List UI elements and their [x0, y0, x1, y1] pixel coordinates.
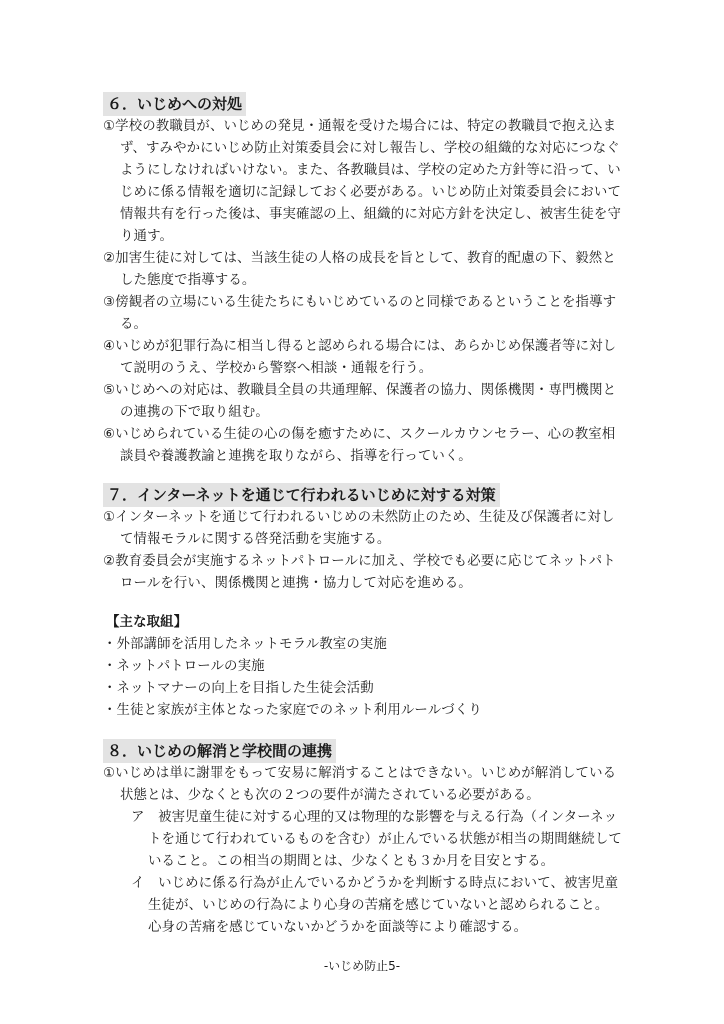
text-line: ア 被害児童生徒に対する心理的又は物理的な影響を与える行為（インターネッ	[131, 810, 618, 825]
text-line: ⑤いじめへの対応は、教職員全員の共通理解、保護者の協力、関係機関・専門機関と	[103, 383, 617, 398]
text-line: ①いじめは単に謝罪をもって安易に解消することはできない。いじめが解消している	[103, 766, 617, 781]
text-line: 状態とは、少なくとも次の２つの要件が満たされている必要がある。	[120, 788, 540, 803]
text-line: ようにしなければいけない。また、各教職員は、学校の定めた方針等に沿って、い	[120, 163, 621, 178]
text-line: る。	[120, 317, 148, 332]
text-line: いること。この相当の期間とは、少なくとも３か月を目安とする。	[148, 854, 555, 869]
text-line: て情報モラルに関する啓発活動を実施する。	[120, 532, 391, 547]
list-item: ・生徒と家族が主体となった家庭でのネット利用ルールづくり	[103, 703, 482, 718]
text-line: トを通じて行われているものを含む）が止んでいる状態が相当の期間継続して	[148, 832, 622, 847]
main-efforts-title: 【主な取組】	[106, 615, 188, 630]
section-heading-6: ６．いじめへの対処	[103, 92, 246, 116]
text-line: ⑥いじめられている生徒の心の傷を癒すために、スクールカウンセラー、心の教室相	[103, 427, 616, 442]
text-line: て説明のうえ、学校から警察へ相談・通報を行う。	[120, 361, 433, 376]
section-heading-7: ７．インターネットを通じて行われるいじめに対する対策	[103, 483, 500, 507]
text-line: ②教育委員会が実施するネットパトロールに加え、学校でも必要に応じてネットパト	[103, 554, 616, 569]
text-line: 情報共有を行った後は、事実確認の上、組織的に対応方針を決定し、被害生徒を守	[120, 207, 621, 222]
list-item: ・ネットマナーの向上を目指した生徒会活動	[103, 681, 374, 696]
text-line: ず、すみやかにいじめ防止対策委員会に対し報告し、学校の組織的な対応につなぐ	[120, 141, 620, 156]
text-line: じめに係る情報を適切に記録しておく必要がある。いじめ防止対策委員会において	[120, 185, 622, 200]
section-heading-8: ８．いじめの解消と学校間の連携	[103, 739, 336, 763]
text-line: 談員や養護教諭と連携を取りながら、指導を行っていく。	[120, 449, 472, 464]
text-line: ④いじめが犯罪行為に相当し得ると認められる場合には、あらかじめ保護者等に対し	[103, 339, 617, 354]
text-line: り通す。	[120, 229, 174, 244]
text-line: ③傍観者の立場にいる生徒たちにもいじめているのと同様であるということを指導す	[103, 295, 617, 310]
text-line: ①インターネットを通じて行われるいじめの未然防止のため、生徒及び保護者に対し	[103, 510, 615, 525]
text-line: ロールを行い、関係機関と連携・協力して対応を進める。	[120, 576, 472, 591]
text-line: 心身の苦痛を感じていないかどうかを面談等により確認する。	[148, 920, 528, 935]
list-item: ・外部講師を活用したネットモラル教室の実施	[103, 637, 387, 652]
list-item: ・ネットパトロールの実施	[103, 659, 265, 674]
page-number: -いじめ防止5-	[323, 959, 401, 973]
text-line: 生徒が、いじめの行為により心身の苦痛を感じていないと認められること。	[148, 898, 609, 913]
text-line: の連携の下で取り組む。	[120, 405, 269, 420]
text-line: ②加害生徒に対しては、当該生徒の人格の成長を旨として、教育的配慮の下、毅然と	[103, 251, 616, 266]
text-line: ①学校の教職員が、いじめの発見・通報を受けた場合には、特定の教職員で抱え込ま	[103, 119, 617, 134]
text-line: した態度で指導する。	[120, 273, 256, 288]
text-line: イ いじめに係る行為が止んでいるかどうかを判断する時点において、被害児童	[131, 876, 619, 891]
